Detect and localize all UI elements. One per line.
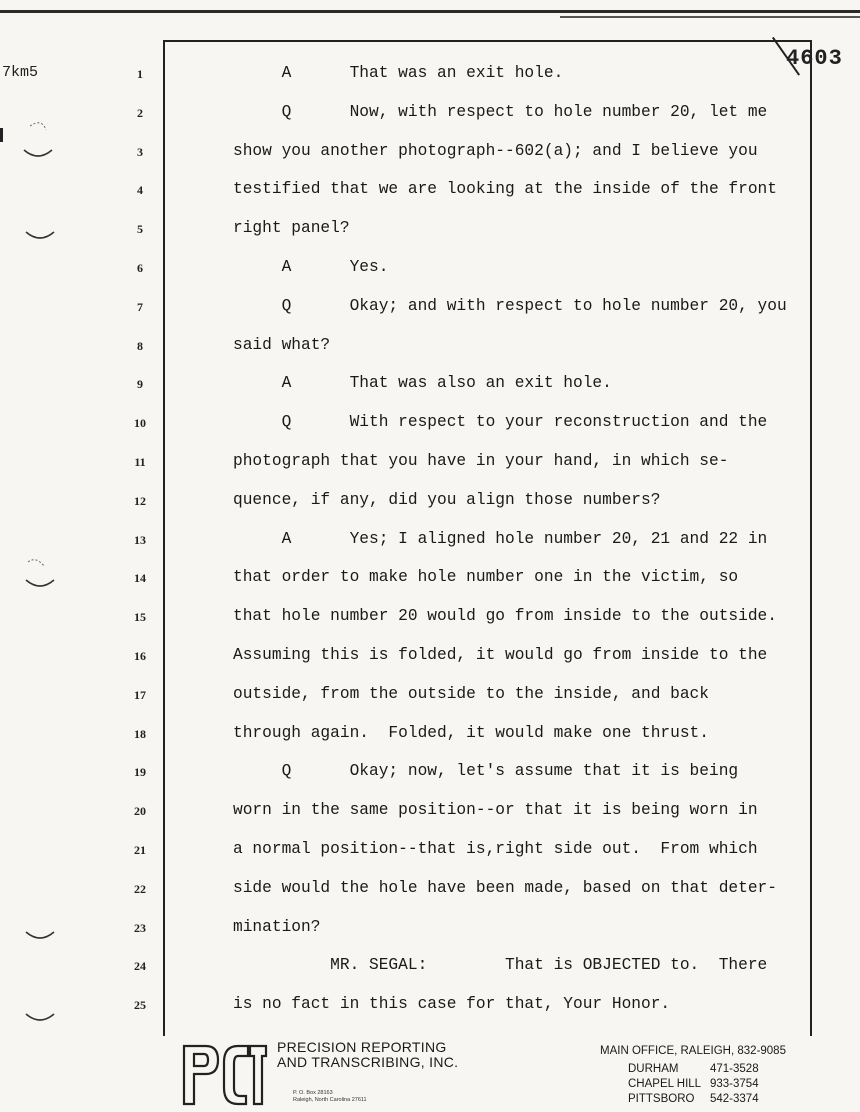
company-address bbox=[293, 1090, 367, 1104]
office-city: CHAPEL HILL bbox=[628, 1078, 702, 1090]
transcript-line: said what? bbox=[233, 335, 331, 354]
line-number: 8 bbox=[137, 338, 143, 353]
transcript-line: Assuming this is folded, it would go from inside to the bbox=[233, 646, 768, 664]
line-number: 21 bbox=[134, 843, 146, 857]
transcript-line: side would the hole have been made, based on that deter- bbox=[233, 878, 777, 897]
transcript-line: that order to make hole number one in the victim, so bbox=[233, 568, 739, 587]
office-city: PITTSBORO bbox=[628, 1093, 695, 1105]
line-number: 23 bbox=[134, 920, 146, 935]
line-number: 12 bbox=[134, 493, 146, 508]
transcript-line: Q With respect to your reconstruction and the bbox=[233, 413, 768, 432]
address-line1: P. O. Box 28163 bbox=[293, 1090, 333, 1096]
line-number: 15 bbox=[134, 610, 146, 625]
line-number: 22 bbox=[134, 881, 146, 896]
line-number: 2 bbox=[137, 105, 143, 120]
company-name bbox=[277, 1040, 458, 1070]
line-number: 9 bbox=[137, 377, 143, 392]
office-phone: 542-3374 bbox=[710, 1093, 759, 1105]
transcript-line: testified that we are looking at the inside of the front bbox=[233, 180, 777, 199]
company-name-line1: PRECISION REPORTING bbox=[277, 1039, 447, 1055]
top-rule bbox=[0, 10, 860, 13]
address-line2: Raleigh, North Carolina 27611 bbox=[293, 1097, 367, 1103]
transcript-line: outside, from the outside to the inside, and back bbox=[233, 684, 709, 703]
page-tag: 7km5 bbox=[2, 64, 39, 81]
office-row bbox=[628, 1093, 759, 1105]
line-number: 20 bbox=[134, 804, 146, 819]
line-number: 11 bbox=[134, 455, 146, 469]
line-number: 4 bbox=[137, 183, 143, 198]
binder-hole-marks bbox=[0, 0, 80, 1112]
line-number: 13 bbox=[134, 532, 146, 547]
transcript-line: show you another photograph--602(a); and I believe you bbox=[233, 141, 758, 160]
transcript-line: A Yes; I aligned hole number 20, 21 and 22 in bbox=[233, 529, 768, 548]
transcript-line: mination? bbox=[233, 917, 321, 936]
line-number: 24 bbox=[134, 959, 146, 974]
transcript-line: quence, if any, did you align those numbers? bbox=[233, 490, 661, 509]
company-logo bbox=[180, 1042, 268, 1106]
transcript-line: Q Now, with respect to hole number 20, let me bbox=[233, 102, 768, 121]
transcript-line: worn in the same position--or that it is being worn in bbox=[233, 801, 758, 820]
office-city: DURHAM bbox=[628, 1063, 679, 1075]
line-number: 10 bbox=[134, 416, 146, 431]
office-row bbox=[628, 1063, 759, 1075]
transcript-line: A Yes. bbox=[233, 258, 389, 276]
line-number: 5 bbox=[137, 222, 143, 237]
line-number: 7 bbox=[137, 299, 143, 314]
transcript-line: right panel? bbox=[233, 219, 350, 238]
office-phone: 933-3754 bbox=[710, 1078, 759, 1090]
office-row bbox=[628, 1078, 759, 1090]
main-office: MAIN OFFICE, RALEIGH, 832-9085 bbox=[600, 1045, 786, 1057]
transcript-line: MR. SEGAL: That is OBJECTED to. There bbox=[233, 956, 768, 975]
line-number: 16 bbox=[134, 649, 146, 663]
line-number: 17 bbox=[134, 687, 146, 702]
transcript-line: A That was also an exit hole. bbox=[233, 374, 612, 393]
line-number: 1 bbox=[137, 67, 143, 81]
transcript-line: Q Okay; now, let's assume that it is being bbox=[233, 762, 739, 781]
transcript-line: photograph that you have in your hand, in which se- bbox=[233, 452, 729, 470]
page-number: 4603 bbox=[786, 46, 843, 71]
line-number: 6 bbox=[137, 261, 143, 275]
transcript-line: through again. Folded, it would make one thrust. bbox=[233, 723, 709, 742]
transcript-line: is no fact in this case for that, Your Honor. bbox=[233, 995, 671, 1014]
line-number: 18 bbox=[134, 726, 146, 741]
line-number: 14 bbox=[134, 571, 146, 586]
transcript-line: A That was an exit hole. bbox=[233, 64, 564, 82]
company-name-line2: AND TRANSCRIBING, INC. bbox=[277, 1054, 459, 1070]
office-phone: 471-3528 bbox=[710, 1063, 759, 1075]
line-number: 19 bbox=[134, 765, 146, 780]
top-rule-secondary bbox=[560, 16, 860, 18]
line-number: 3 bbox=[137, 144, 143, 159]
transcript-line: Q Okay; and with respect to hole number 20, you bbox=[233, 296, 787, 315]
transcript-line: a normal position--that is,right side out. From which bbox=[233, 840, 758, 858]
transcript-line: that hole number 20 would go from inside to the outside. bbox=[233, 607, 777, 626]
line-number: 25 bbox=[134, 998, 146, 1013]
